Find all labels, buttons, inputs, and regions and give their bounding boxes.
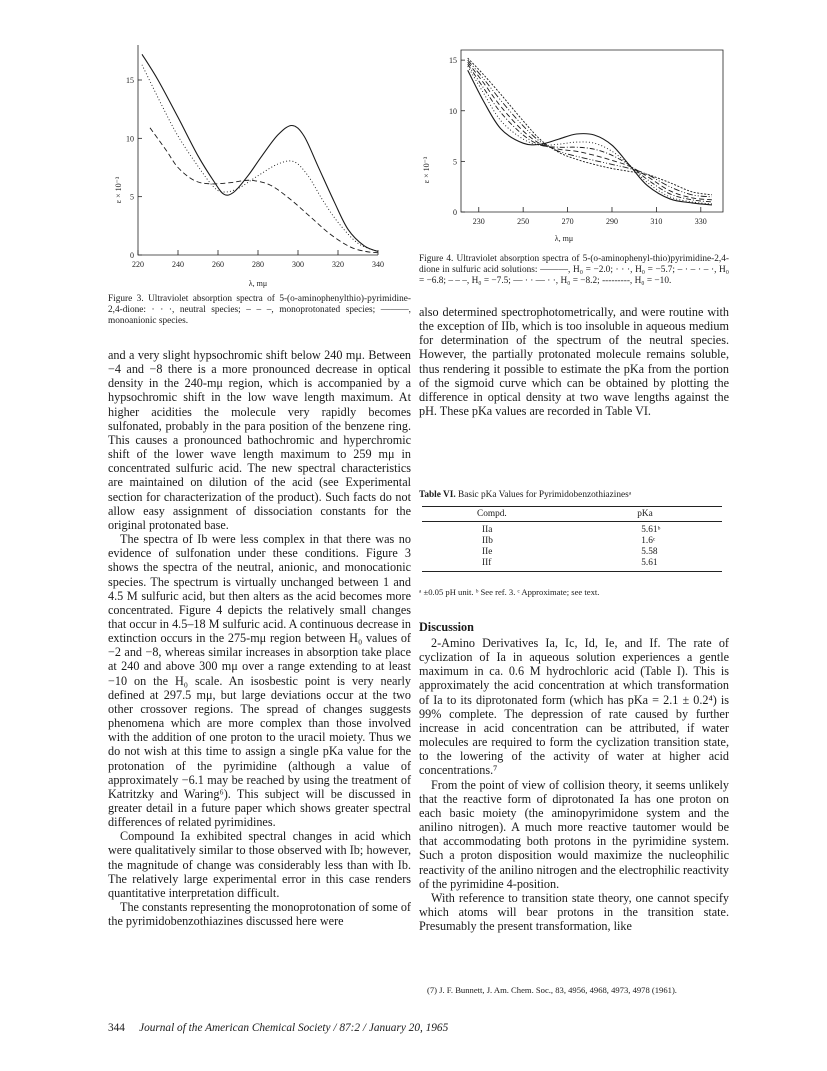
table-cell-compd: IIf (422, 558, 557, 572)
table-vi-footnote: ᵃ ±0.05 pH unit. ᵇ See ref. 3. ᶜ Approximate; see text. (419, 587, 600, 597)
figure-3-xtick-label: 220 (132, 260, 144, 269)
table-cell-pka: 1.6ᶜ (641, 536, 656, 546)
right-paragraph-top: also determined spectrophotometrically, and were routine with the exception of IIb, which is too insoluble in aqueous medium for determination of the spectrum of the neutral species. However, the partially protonated molecule remains soluble, thus rendering it possible to estimate the pKa from the portion of the sigmoid curve which can be obtained by plotting the difference in optical density at two wave lengths against the pH. These pKa values are recorded in Table VI. (419, 305, 729, 419)
table-vi (422, 506, 722, 572)
table-row (422, 558, 722, 572)
figure-3-xtick-label: 320 (332, 260, 344, 269)
figure-3-series-line-1 (142, 54, 378, 251)
left-paragraph-2: The spectra of Ib were less complex in that there was no evidence of sulfonation under these conditions. Figure 3 shows the spectra of the neutral, anionic, and monocationic species. The spectrum is virtually unchanged between 1 and 4.5 M sulfuric acid, but then alters as the acid becomes more concentrated. Figure 4 depicts the relatively small changes that occur in 4.5–18 M sulfuric acid. A continuous decrease in extinction occurs in the 275-mμ region between H₀ values of −2 and −8, whereas similar increases in absorption take place at 240 and above 300 mμ over a range extending to at least −10 on the H₀ scale. An isosbestic point is very nearly defined at 297.5 mμ, but large deviations occur at the two other crossover regions. The spread of changes suggests phenomena which are more complex than those involved with the addition of one proton to the uracil moiety. Thus we do not wish at this time to assign a single pKa value for the protonation of the pyrimidine (although a value of approximately −6.1 may be reached by using the treatment of Katritzky and Waring⁶). This subject will be discussed in greater detail in a future paper which shows greater spectral differences of related pyrimidines. (108, 532, 411, 830)
figure-4-chart (419, 40, 729, 255)
page-footer (108, 1022, 608, 1034)
figure-4-xtick-label: 250 (517, 217, 530, 226)
figure-3-xtick-label: 300 (292, 260, 304, 269)
right-column-discussion (419, 636, 729, 933)
figure-4-ytick-label: 15 (449, 56, 457, 66)
table-cell-pka: 5.58 (641, 547, 658, 557)
table-vi-header-pka: pKa (557, 507, 722, 522)
figure-3-ytick-label: 15 (126, 76, 134, 85)
figure-4-ytick-label: 10 (449, 106, 457, 116)
table-cell-compd: IIe (482, 547, 493, 557)
figure-4-xtick-label: 330 (694, 217, 707, 226)
figure-4-ytick-label: 5 (453, 157, 457, 167)
figure-3-caption: Figure 3. Ultraviolet absorption spectra of 5-(o-aminophenylthio)-pyrimidine-2,4-dione: · · ·, neutral species; – – –, monoprotonated species; ———, monoanionic species. (108, 294, 411, 326)
figure-4-series-line-5 (468, 60, 712, 197)
figure-4-xlabel: λ, mμ (554, 234, 574, 243)
figure-3-ytick-label: 0 (130, 251, 134, 260)
figure-3-xlabel: λ, mμ (248, 279, 268, 288)
figure-4-xtick-label: 270 (561, 217, 574, 226)
right-paragraph-3: With reference to transition state theory, one cannot specify which atoms will bear protons in the transition state. Presumably the present transformation, like (419, 890, 729, 934)
figure-3-chart (108, 40, 398, 290)
table-cell-compd: IIa (482, 525, 493, 535)
figure-3-xtick-label: 280 (252, 260, 264, 269)
figure-4-series-line-6 (468, 58, 712, 195)
figure-4-xtick-label: 290 (605, 217, 618, 226)
table-vi-header-compd: Compd. (422, 507, 557, 522)
figure-4-ytick-label: 0 (453, 208, 457, 217)
table-vi-label: Table VI. (419, 490, 456, 500)
table-vi-title (419, 490, 729, 500)
table-row (422, 547, 722, 558)
left-paragraph-1: and a very slight hypsochromic shift below 240 mμ. Between −4 and −8 there is a more pronounced decrease in optical density in the 240-mμ region, which is accompanied by a hypsochromic shift in the low wave length maximum. At higher acidities the molecule very rapidly becomes sulfonated, probably in the para position of the benzene ring. This causes a pronounced bathochromic and hyperchromic shift of the lower wave length maximum to 259 mμ in concentrated sulfuric acid. The new spectral characteristics are maintained on dilution of the acid (see Experimental section for characterization of the product). Such facts do not allow easy assignment of dissociation constants for the original protonated base. (108, 348, 411, 532)
figure-3-series-line-3 (150, 128, 378, 253)
figure-4 (419, 40, 729, 255)
table-vi-caption: Basic pKa Values for Pyrimidobenzothiazinesᵃ (458, 490, 632, 500)
table-row (422, 522, 722, 537)
figure-3-axis-frame (138, 45, 378, 255)
figure-3-ytick-label: 10 (126, 134, 134, 144)
reference-7: (7) J. F. Bunnett, J. Am. Chem. Soc., 83, 4956, 4968, 4973, 4978 (1961). (427, 985, 677, 995)
figure-4-xtick-label: 310 (650, 217, 663, 226)
figure-3-xtick-label: 240 (172, 260, 184, 269)
table-cell-pka: 5.61 (557, 558, 722, 572)
table-cell-compd: IIb (482, 536, 493, 546)
figure-4-series-line-3 (468, 64, 712, 202)
right-column-top-text (419, 305, 729, 418)
table-row (422, 536, 722, 547)
figure-3-ytick-label: 5 (130, 192, 134, 202)
figure-3-xtick-label: 260 (212, 260, 224, 269)
left-column-text (108, 348, 411, 928)
table-cell-pka: 5.61ᵇ (641, 525, 661, 535)
figure-3 (108, 40, 398, 290)
figure-3-xtick-label: 340 (372, 260, 384, 269)
right-paragraph-1: 2-Amino Derivatives Ia, Ic, Id, Ie, and If. The rate of cyclization of Ia in aqueous solution experiences a gentle maximum in ca. 0.6 M hydrochloric acid (Table I). This is approximately the acid concentration at which transformation of Ia to its diprotonated form (which has pKa = 2.1 ± 0.2⁴) is 99% complete. The depression of rate caused by further increase in acid concentration can be attributed, if water molecules are required to form the cyclization transition state, to the lowering of the activity of water at higher acid concentrations.⁷ (419, 636, 729, 778)
left-paragraph-4: The constants representing the monoprotonation of some of the pyrimidobenzothiazines discussed here were (108, 900, 411, 929)
right-paragraph-2: From the point of view of collision theory, it seems unlikely that the reactive form of diprotonated Ia has one proton on each basic moiety (the aminopyrimidone system and the anilino nitrogen). A much more reactive tautomer would be that accommodating both protons in the pyrimidine system. Such a proton disposition would maximize the nucleophilic reactivity of the anilino nitrogen and the electrophilic reactivity of the pyrimidine 4-position. (419, 777, 729, 891)
left-paragraph-3: Compound Ia exhibited spectral changes in acid which were qualitatively similar to those observed with Ib; however, the magnitude of change was considerably less than with Ib. The relatively large experimental error in this case renders quantitative interpretation difficult. (108, 829, 411, 900)
figure-4-series-line-2 (468, 66, 712, 204)
discussion-heading: Discussion (419, 620, 474, 634)
journal-citation: Journal of the American Chemical Society / 87:2 / January 20, 1965 (139, 1022, 449, 1034)
figure-4-xtick-label: 230 (472, 217, 485, 226)
figure-4-caption: Figure 4. Ultraviolet absorption spectra of 5-(o-aminophenyl-thio)pyrimidine-2,4-dione in sulfuric acid solutions: ———, H₀ = −2.0; · · ·, H₀ = −5.7; – · – · – ·, H₀ = −6.8; – – –, H₀ = −7.5; — · · — · ·, H₀ = −8.2; ---------, H₀ = −10. (419, 254, 729, 286)
table-vi-header-row (422, 507, 722, 522)
figure-4-series-line-4 (468, 62, 712, 200)
figure-4-axis-frame (461, 50, 723, 212)
figure-3-ylabel: ε × 10⁻³ (114, 176, 123, 204)
page-number: 344 (108, 1022, 125, 1034)
figure-4-ylabel: ε × 10⁻³ (422, 156, 431, 184)
